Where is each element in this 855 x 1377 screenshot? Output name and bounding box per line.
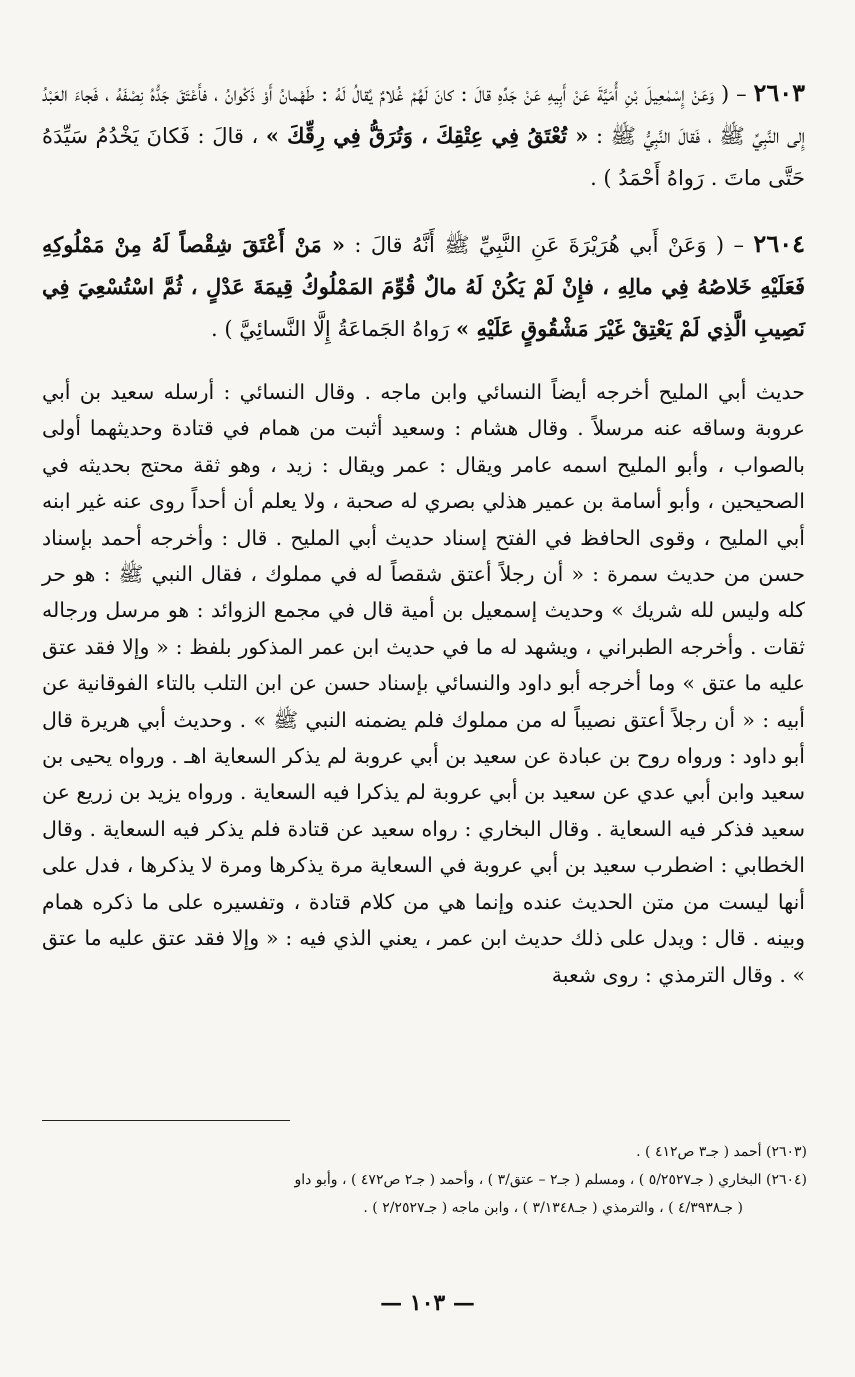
hadith-intro: – ( وَعَنْ إِسْمٰعِيلَ بْنِ أُمَيَّةَ عَنْ أَبِيهِ عَنْ جَدِّهِ قالَ : كانَ لَهُمْ غُلامٌ يُقالُ لَهُ : طَهْمانُ أَوْ ذَكْوانُ ، فأَعْتَقَ جَدُّهُ نِصْفَهُ ، فَجاءَ العَبْدُ إِلى النَّبِيِّ ﷺ ، فَقالَ النَّبِيُّ ﷺ : <box>42 82 805 148</box>
hadith-quote: « تُعْتَقُ فِي عِتْقِكَ ، وَتُرَقُّ فِي رِقِّكَ » <box>265 123 589 148</box>
commentary-text: حديث أبي المليح أخرجه أيضاً النسائي وابن ماجه . وقال النسائي : أرسله سعيد بن أبي عروبة وساقه عنه مرسلاً . وقال هشام : وسعيد أثبت من همام في قتادة وحديثهما أولى بالصواب ، وأبو المليح اسمه عامر ويقال : عمر ويقال : زيد ، وهو ثقة محتج بحديثه في الصحيحين ، وأبو أسامة بن عمير هذلي بصري له صحبة ، ولا يعلم أن أحداً روى عنه غير ابنه أبي المليح ، وقوى الحافظ في الفتح إسناد حديث أبي المليح . قال : وأخرجه أحمد بإسناد حسن من حديث سمرة : « أن رجلاً أعتق شقصاً له في مملوك ، فقال النبي ﷺ : هو حر كله وليس لله شريك » وحديث إسمعيل بن أمية قال في مجمع الزوائد : هو مرسل ورجاله ثقات . وأخرجه الطبراني ، ويشهد له ما في حديث ابن عمر المذكور بلفظ : « وإلا فقد عتق عليه ما عتق » وما أخرجه أبو داود والنسائي بإسناد حسن عن ابن التلب بالتاء الفوقانية عن أبيه : « أن رجلاً أعتق نصيباً له من مملوك فلم يضمنه النبي ﷺ » . وحديث أبي هريرة قال أبو داود : ورواه روح بن عبادة عن سعيد بن أبي عروبة لم يذكر السعاية اهـ . ورواه يحيى بن سعيد وابن أبي عدي عن سعيد بن أبي عروبة لم يذكرا فيه السعاية . ورواه يزيد بن زريع عن سعيد فذكر فيه السعاية . وقال البخاري : رواه سعيد عن قتادة فلم يذكر فيه السعاية . وقال الخطابي : اضطرب سعيد بن أبي عروبة في السعاية مرة يذكرها ومرة لا يذكرها ، فدل على أنها ليست من متن الحديث عنده وإنما هي من كلام قتادة ، وتفسيره على ما ذكره همام وبينه . قال : ويدل على ذلك حديث ابن عمر ، يعني الذي فيه : « وإلا فقد عتق عليه ما عتق » . وقال الترمذي : روى شعبة <box>42 380 805 987</box>
hadith-intro: – ( وَعَنْ أَبي هُرَيْرَةَ عَنِ النَّبِيِّ ﷺ أَنَّهُ قالَ : <box>354 233 745 257</box>
footnote-2603: (٢٦٠٣) أحمد ( جـ٣ ص٤١٢ ) . <box>636 1144 807 1160</box>
footnotes <box>42 1138 807 1222</box>
footnote-2604-continued: ( جـ٤/٣٩٣٨ ) ، والترمذي ( جـ٣/١٣٤٨ ) ، وابن ماجه ( جـ٢/٢٥٢٧ ) . <box>363 1200 743 1216</box>
hadith-2604 <box>42 223 805 350</box>
footnote-2604: (٢٦٠٤) البخاري ( جـ٥/٢٥٢٧ ) ، ومسلم ( جـ٢ – عتق/٣ ) ، وأحمد ( جـ٢ ص٤٧٢ ) ، وأبو داو <box>294 1172 807 1188</box>
hadith-outro: ، قالَ : فَكانَ يَخْدُمُ سَيِّدَهُ حَتَّى ماتَ . رَواهُ أَحْمَدُ ) . <box>42 124 805 190</box>
footnote-divider <box>42 1120 290 1121</box>
hadith-2603 <box>42 72 805 199</box>
page-number: — ١٠٣ — <box>380 1290 475 1316</box>
hadith-quote: « مَنْ أَعْتَقَ شِقْصاً لَهُ مِنْ مَمْلُوكِهِ فَعَلَيْهِ خَلاصُهُ فِي مالِهِ ، فإِنْ لَمْ يَكُنْ لَهُ مالٌ قُوِّمَ المَمْلُوكُ قِيمَةَ عَدْلٍ ، ثُمَّ اسْتُسْعِيَ فِي نَصِيبِ الَّذِي لَمْ يَعْتِقْ غَيْرَ مَشْقُوقٍ عَلَيْهِ » <box>42 232 805 341</box>
hadith-number: ٢٦٠٤ <box>753 229 805 258</box>
hadith-outro: رَواهُ الجَماعَةُ إِلَّا النَّسائِيَّ ) . <box>211 317 450 341</box>
hadith-number: ٢٦٠٣ <box>753 78 805 107</box>
